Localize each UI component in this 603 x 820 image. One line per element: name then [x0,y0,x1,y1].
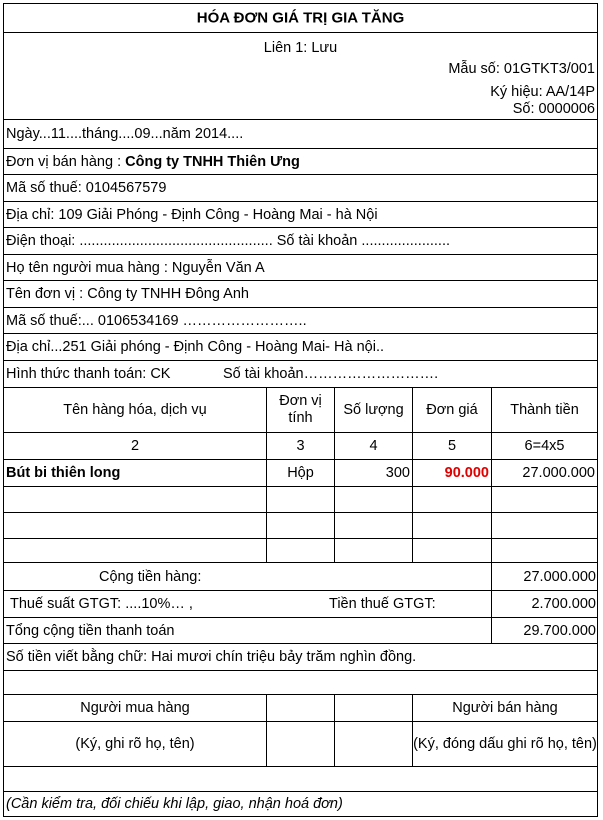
invoice-number: Số: 0000006 [512,101,595,117]
seller-row [4,149,597,175]
buyer-tax-row [4,308,597,334]
subtotal-label: Cộng tiền hàng: [99,568,202,585]
colnum-2: 3 [296,437,305,454]
item-unit-price: 90.000 [444,464,489,481]
date-row [4,120,597,149]
seller-tax-row [4,175,597,202]
buyer-signature-note: (Ký, ghi rõ họ, tên) [75,735,195,752]
seller-address-row [4,202,597,228]
seller-signature-note: (Ký, đóng dấu ghi rõ họ, tên) [413,735,597,752]
buyer-unit: Tên đơn vị : Công ty TNHH Đông Anh [6,286,249,302]
buyer-name: Họ tên người mua hàng : Nguyễn Văn A [6,259,265,276]
colnum-5: 6=4x5 [524,437,565,454]
buyer-unit-row [4,281,597,308]
invoice [3,3,598,817]
buyer-address-row [4,334,597,361]
invoice-date: Ngày...11....tháng....09...năm 2014.... [6,126,244,142]
seller-phone: Điện thoại: ................................................ Số tài khoản ...................... [6,233,451,249]
item-quantity: 300 [385,464,410,481]
header-unit: Đơn vị tính [279,393,322,426]
invoice-title: HÓA ĐƠN GIÁ TRỊ GIA TĂNG [196,9,405,27]
subtotal-value: 27.000.000 [523,568,596,585]
header-info [4,33,597,120]
vat-rate: Thuế suất GTGT: ....10%… , [10,596,193,612]
header-quantity: Số lượng [343,401,404,418]
footer-note: (Cần kiểm tra, đối chiếu khi lập, giao, nhận hoá đơn) [6,796,343,812]
amount-in-words: Số tiền viết bằng chữ: Hai mươi chín triệu bảy trăm nghìn đồng. [6,649,417,665]
total-value: 29.700.000 [523,622,596,639]
colnum-3: 4 [369,437,378,454]
seller-label: Đơn vị bán hàng : [6,153,126,170]
subtotal-row [4,562,597,591]
blank-row-2 [4,767,597,792]
item-name: Bút bi thiên long [6,464,121,481]
colnum-1: 2 [130,437,140,454]
vat-row [4,591,597,618]
seller-name: Công ty TNHH Thiên Ưng [125,153,300,170]
item-amount: 27.000.000 [522,464,595,481]
seller-address: Địa chỉ: 109 Giải Phóng - Định Công - Hoàng Mai - hà Nội [6,206,378,223]
buyer-signature-title: Người mua hàng [80,699,190,716]
vat-value: 2.700.000 [531,596,596,612]
buyer-name-row [4,255,597,281]
payment-method: Hình thức thanh toán: CK [6,366,171,382]
buyer-account: Số tài khoản………………………. [223,366,439,382]
seller-phone-row [4,228,597,255]
seller-tax: Mã số thuế: 0104567579 [6,180,167,196]
signature-section [4,695,597,767]
total-row [4,618,597,644]
buyer-tax: Mã số thuế:... 0106534169 …………………….. [6,312,307,329]
in-words-row [4,644,597,671]
buyer-address: Địa chỉ...251 Giải phóng - Định Công - Hoàng Mai- Hà nội.. [6,339,384,355]
invoice-symbol: Ký hiệu: AA/14P [490,84,595,100]
colnum-4: 5 [447,437,457,454]
item-unit: Hộp [287,464,314,481]
header-product-name: Tên hàng hóa, dịch vụ [63,401,207,418]
copy-label: Liên 1: Lưu [263,40,338,56]
title-row [4,4,597,33]
seller-signature-title: Người bán hàng [452,699,558,716]
payment-row [4,361,597,388]
header-amount: Thành tiền [510,401,579,418]
total-label: Tổng cộng tiền thanh toán [6,622,175,639]
vat-label: Tiền thuế GTGT: [329,596,436,612]
template-number: Mẫu số: 01GTKT3/001 [448,61,595,77]
blank-row [4,671,597,695]
goods-table [4,388,597,562]
header-unit-price: Đơn giá [426,401,478,418]
